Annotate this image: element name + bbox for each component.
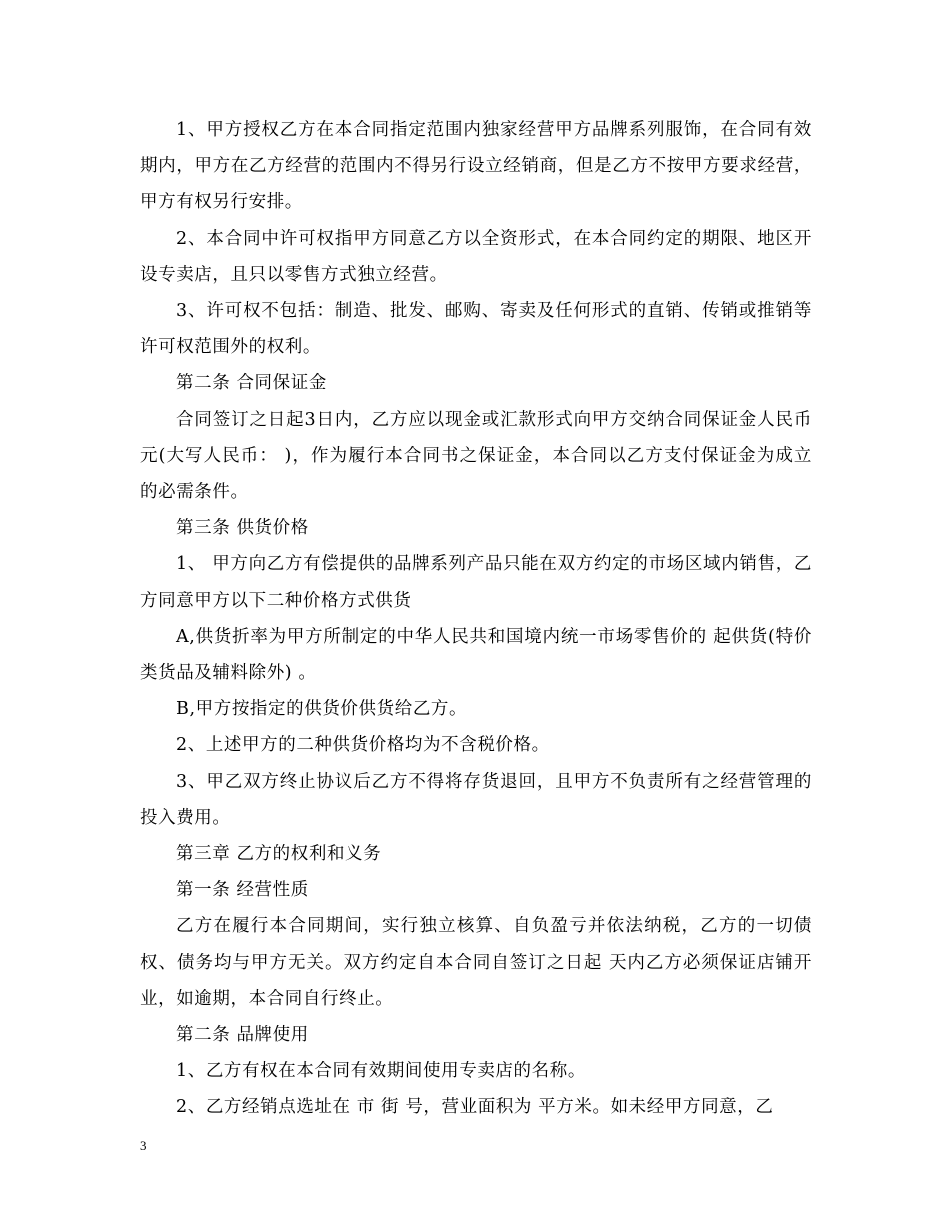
document-body [140, 112, 812, 1126]
paragraph-price-1: 1、 甲方向乙方有偿提供的品牌系列产品只能在双方约定的市场区域内销售，乙方同意甲方以下二种价格方式供货 [140, 554, 812, 611]
section-heading-brand: 第二条 品牌使用 [176, 1025, 309, 1046]
section-heading-price: 第三条 供货价格 [176, 518, 309, 539]
section-heading-nature: 第一条 经营性质 [176, 880, 309, 901]
paragraph-nature: 乙方在履行本合同期间，实行独立核算、自负盈亏并依法纳税，乙方的一切债权、债务均与甲方无关。双方约定自本合同自签订之日起 天内乙方必须保证店铺开业，如逾期，本合同自行终止。 [140, 916, 812, 1009]
paragraph-brand-2: 2、乙方经销点选址在 市 街 号，营业面积为 平方米。如未经甲方同意，乙 [176, 1097, 774, 1118]
paragraph-price-2: 2、上述甲方的二种供货价格均为不含税价格。 [176, 735, 550, 756]
paragraph-price-b: B,甲方按指定的供货价供货给乙方。 [176, 699, 468, 720]
paragraph-3: 3、许可权不包括：制造、批发、邮购、寄卖及任何形式的直销、传销或推销等许可权范围外的权利。 [140, 301, 812, 358]
paragraph-1: 1、甲方授权乙方在本合同指定范围内独家经营甲方品牌系列服饰，在合同有效期内，甲方在乙方经营的范围内不得另行设立经销商，但是乙方不按甲方要求经营，甲方有权另行安排。 [140, 120, 812, 213]
paragraph-brand-1: 1、乙方有权在本合同有效期间使用专卖店的名称。 [176, 1061, 586, 1082]
paragraph-price-a: A,供货折率为甲方所制定的中华人民共和国境内统一市场零售价的 起供货(特价类货品及辅料除外) 。 [140, 626, 812, 684]
paragraph-guarantee: 合同签订之日起3日内，乙方应以现金或汇款形式向甲方交纳合同保证金人民币 元(大写人民币： )，作为履行本合同书之保证金，本合同以乙方支付保证金为成立的必需条件。 [140, 409, 812, 503]
paragraph-2: 2、本合同中许可权指甲方同意乙方以全资形式，在本合同约定的期限、地区开设专卖店，且只以零售方式独立经营。 [140, 228, 812, 285]
chapter-heading-rights: 第三章 乙方的权利和义务 [176, 844, 382, 865]
section-heading-guarantee: 第二条 合同保证金 [176, 373, 327, 394]
paragraph-price-3: 3、甲乙双方终止协议后乙方不得将存货退回，且甲方不负责所有之经营管理的投入费用。 [140, 771, 812, 828]
page-number: 3 [140, 1138, 147, 1153]
